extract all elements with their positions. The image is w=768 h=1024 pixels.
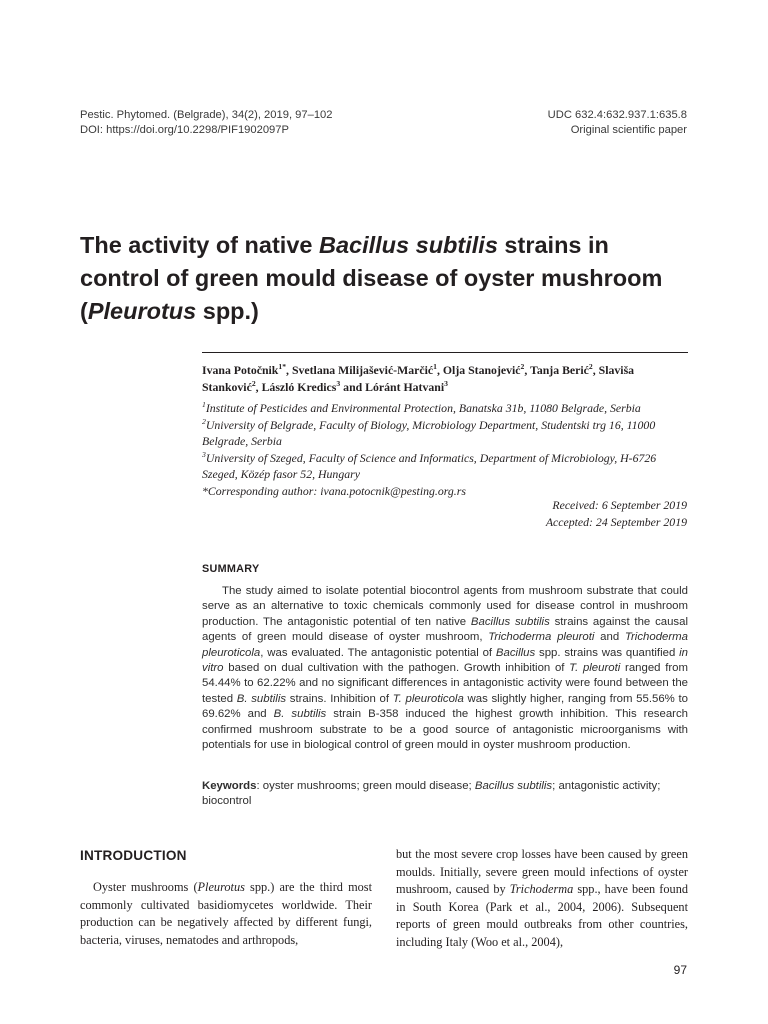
text-segment: spp. strains was quantified bbox=[535, 646, 680, 659]
introduction-right-column bbox=[396, 846, 688, 952]
text-segment: Oyster mushrooms ( bbox=[93, 880, 198, 894]
author-name: Ivana Potočnik bbox=[202, 363, 279, 377]
journal-reference: Pestic. Phytomed. (Belgrade), 34(2), 2019, 97–102 bbox=[80, 109, 333, 121]
summary-heading: SUMMARY bbox=[202, 563, 260, 575]
affiliation-number: 1 bbox=[202, 400, 206, 410]
summary-body bbox=[202, 584, 688, 753]
author-separator: and bbox=[340, 380, 366, 394]
author-affiliation-mark: 3 bbox=[444, 379, 448, 389]
italic-term: Bacillus bbox=[495, 646, 536, 659]
author bbox=[365, 380, 448, 394]
author-separator: , bbox=[255, 380, 262, 394]
introduction-left-column bbox=[80, 879, 372, 949]
author-list bbox=[202, 362, 688, 396]
italic-term: T. pleuroticola bbox=[392, 692, 464, 705]
paper-title bbox=[80, 229, 680, 328]
page-number: 97 bbox=[673, 963, 687, 977]
title-text: strains in control of green mould disease of oyster mushroom ( bbox=[80, 232, 663, 324]
text-segment: spp., have been found in South Korea (Park et al., 2004, 2006). Subsequent reports of green mould outbreaks from other countries, including Italy (Woo et al., 2004), bbox=[396, 882, 688, 949]
title-species: Bacillus subtilis bbox=[318, 232, 498, 258]
affiliation-text: University of Belgrade, Faculty of Biology, Microbiology Department, Studentski trg 16, 11000 Belgrade, Serbia bbox=[202, 417, 656, 448]
affiliation-list bbox=[202, 400, 688, 483]
author-name: Svetlana Milijašević-Marčić bbox=[291, 363, 434, 377]
keywords bbox=[202, 779, 688, 810]
text-segment: strains against the causal agents of green mould disease of oyster mushroom, bbox=[202, 615, 688, 644]
paper-type: Original scientific paper bbox=[570, 124, 687, 136]
author-affiliation-mark: 2 bbox=[520, 362, 525, 372]
italic-term: Bacillus subtilis bbox=[470, 615, 550, 628]
author bbox=[530, 363, 599, 377]
classification-info bbox=[548, 108, 687, 138]
author-affiliation-mark: 2 bbox=[588, 362, 593, 372]
author-separator: , bbox=[592, 363, 599, 377]
text-segment: strain B-358 induced the highest growth inhibition. This research confirmed mushroom substrate to be a good source of antagonistic microorganisms with potentials for use in biological control of green mould in oyster mushroom production. bbox=[202, 708, 688, 752]
author-separator: , bbox=[286, 363, 292, 377]
text-segment: : oyster mushrooms; green mould disease; bbox=[256, 780, 475, 792]
affiliation-item bbox=[202, 450, 688, 483]
text-segment: , was evaluated. The antagonistic potential of bbox=[260, 646, 496, 659]
italic-term: Trichoderma pleuroticola bbox=[202, 631, 688, 659]
author-name: Tanja Berić bbox=[530, 363, 589, 377]
author-name: Olja Stanojević bbox=[442, 363, 521, 377]
author-separator: , bbox=[436, 363, 443, 377]
submission-dates bbox=[546, 497, 687, 530]
author bbox=[262, 380, 366, 394]
italic-term: Bacillus subtilis bbox=[474, 780, 553, 792]
udc-code: UDC 632.4:632.937.1:635.8 bbox=[547, 109, 687, 121]
text-segment: and bbox=[594, 631, 625, 644]
text-segment: ranged from 54.44% to 62.22% and no significant differences in antagonistic activity were found between the tested bbox=[202, 662, 688, 705]
author-affiliation-mark: 1 bbox=[433, 362, 437, 372]
corresponding-author: *Corresponding author: ivana.potocnik@pesting.org.rs bbox=[202, 483, 466, 498]
italic-term: T. pleuroti bbox=[569, 662, 621, 675]
summary-paragraph bbox=[202, 584, 688, 753]
italic-term: in vitro bbox=[202, 646, 688, 675]
author-affiliation-mark: 2 bbox=[251, 379, 256, 389]
author bbox=[443, 363, 530, 377]
text-segment: strains. Inhibition of bbox=[286, 692, 393, 705]
text-segment: but the most severe crop losses have been caused by green moulds. Initially, severe green mould infections of oyster mushroom, caused by bbox=[396, 847, 688, 897]
italic-term: Trichoderma bbox=[509, 882, 574, 897]
text-segment: ; antagonistic activity; biocontrol bbox=[202, 780, 661, 808]
keywords-list bbox=[202, 780, 660, 807]
italic-term: Trichoderma pleuroti bbox=[488, 631, 595, 644]
author-name: László Kredics bbox=[261, 380, 337, 394]
title-genus: Pleurotus bbox=[87, 298, 197, 324]
author-name: Slaviša Stanković bbox=[202, 363, 635, 394]
author-affiliation-mark: 3 bbox=[336, 379, 341, 389]
italic-term: B. subtilis bbox=[273, 708, 327, 721]
affiliation-text: University of Szeged, Faculty of Science and Informatics, Department of Microbiology, H-6726 Szeged, Közép fasor 52, Hungary bbox=[202, 450, 657, 481]
text-segment: The study aimed to isolate potential biocontrol agents from mushroom substrate that could serve as an alternative to toxic chemicals commonly used for disease control in mushroom production. The antagonistic potential of ten native bbox=[202, 585, 688, 628]
italic-term: B. subtilis bbox=[236, 692, 287, 705]
introduction-heading: INTRODUCTION bbox=[80, 848, 187, 863]
title-text: spp.) bbox=[196, 298, 259, 324]
author-separator: , bbox=[524, 363, 531, 377]
accepted-date: Accepted: 24 September 2019 bbox=[545, 514, 687, 529]
author bbox=[202, 363, 292, 377]
journal-citation bbox=[80, 108, 333, 138]
affiliation-item bbox=[202, 417, 688, 450]
text-segment: spp.) are the third most commonly cultivated basidiomycetes worldwide. Their production can be negatively affected by different fungi, bacteria, viruses, nematodes and arthropods, bbox=[80, 880, 373, 947]
title-divider bbox=[202, 352, 688, 353]
keywords-label: Keywords bbox=[202, 780, 257, 792]
affiliation-number: 2 bbox=[202, 416, 206, 426]
affiliation-item bbox=[202, 400, 688, 417]
author-name: Lóránt Hatvani bbox=[365, 380, 445, 394]
italic-term: Pleurotus bbox=[197, 880, 245, 894]
received-date: Received: 6 September 2019 bbox=[552, 498, 687, 512]
text-segment: was slightly higher, ranging from 55.56% to 69.62% and bbox=[202, 692, 689, 721]
doi-link[interactable]: DOI: https://doi.org/10.2298/PIF1902097P bbox=[80, 124, 289, 136]
affiliation-text: Institute of Pesticides and Environmental Protection, Banatska 31b, 11080 Belgrade, Serbia bbox=[205, 401, 641, 415]
affiliation-number: 3 bbox=[202, 449, 206, 459]
text-segment: based on dual cultivation with the pathogen. Growth inhibition of bbox=[223, 662, 570, 675]
title-text: The activity of native bbox=[80, 232, 319, 258]
author bbox=[292, 363, 443, 377]
affiliations bbox=[202, 400, 688, 499]
author-affiliation-mark: 1* bbox=[278, 362, 287, 372]
introduction-paragraph-continued bbox=[396, 846, 688, 952]
introduction-paragraph bbox=[80, 879, 372, 949]
